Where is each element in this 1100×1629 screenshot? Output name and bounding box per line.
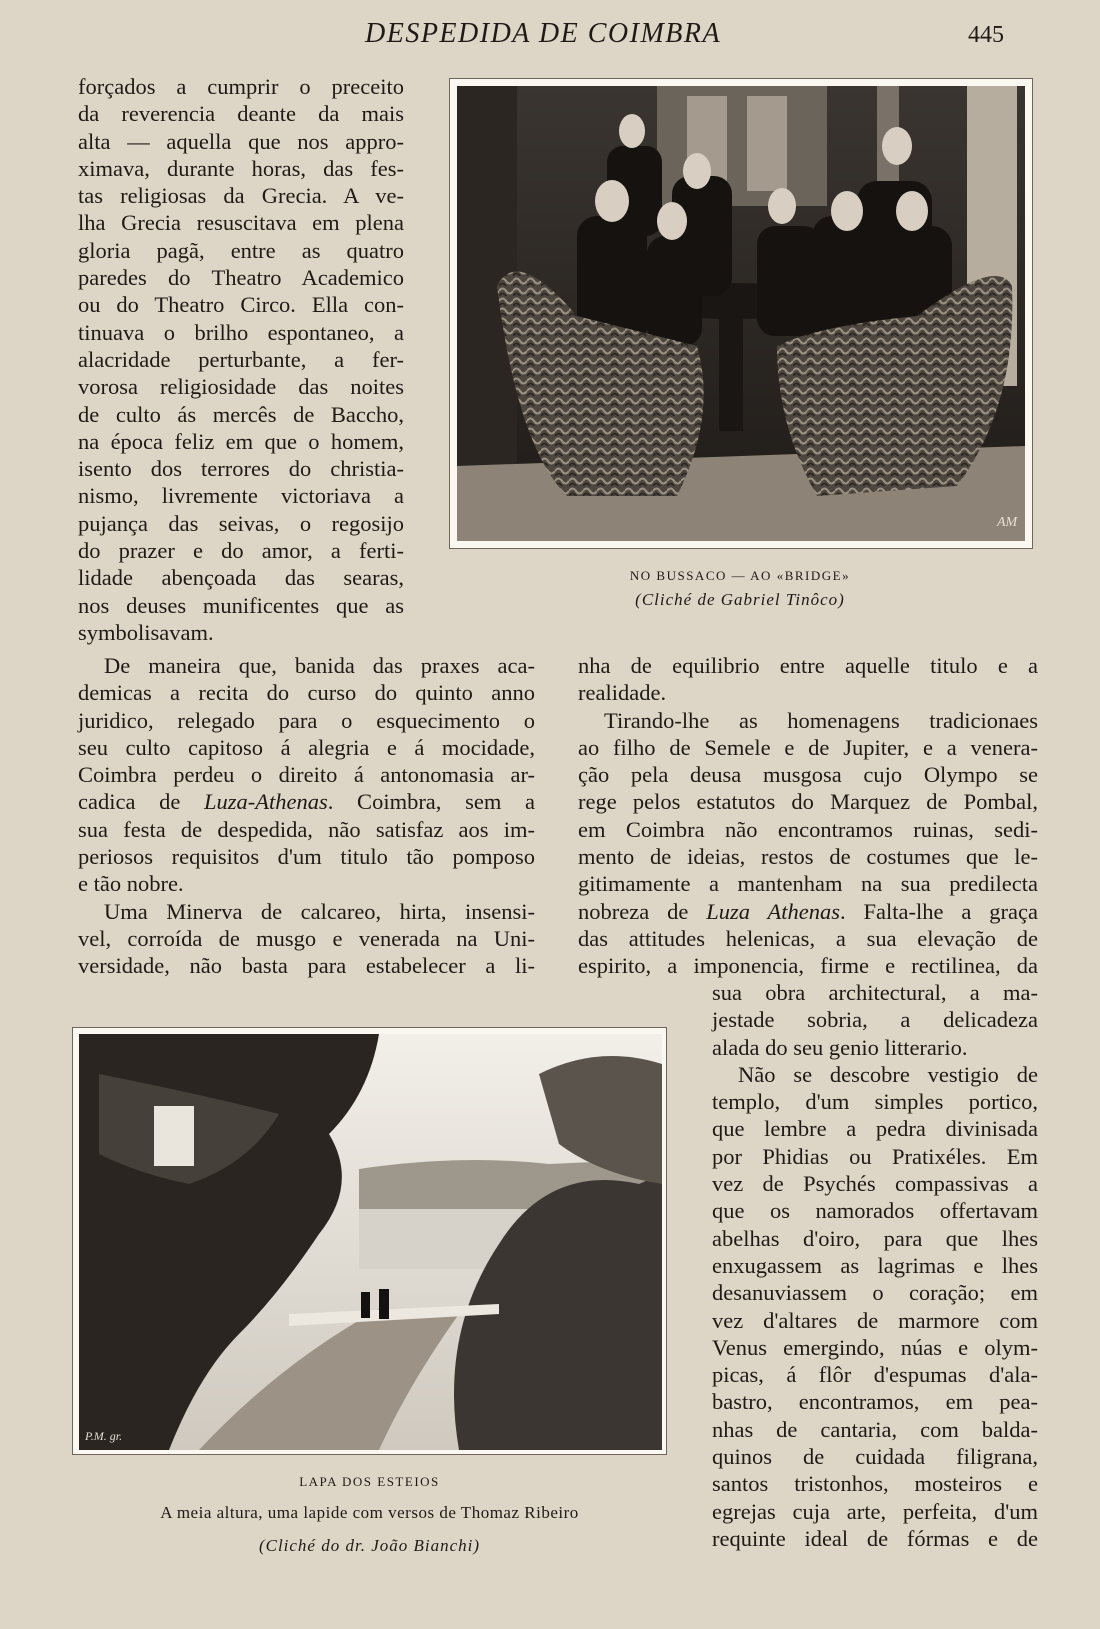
page-header: [0, 14, 1100, 54]
text-line: e tão nobre.: [78, 871, 184, 897]
text-line: alta — aquella que nos appro-: [78, 128, 404, 154]
text-line: ximava, durante horas, das fes-: [78, 155, 404, 181]
text-line: Não se descobre vestigio de: [738, 1061, 1038, 1087]
text-line: rege pelos estatutos do Marquez de Pombal,: [578, 789, 1038, 815]
text-line: seu culto capitoso á alegria e á mocidade,: [78, 734, 535, 760]
text-line: vez d'altares de marmore com: [712, 1307, 1038, 1333]
text-line: ção pela deusa musgosa cujo Olympo se: [578, 762, 1038, 788]
text-line: do prazer e do amor, a ferti-: [78, 538, 404, 564]
text-span: nobreza de: [578, 898, 707, 924]
text-line: vez de Psychés compassivas a: [712, 1171, 1038, 1197]
text-line: realidade.: [578, 680, 667, 706]
text-line: das attitudes helenicas, a sua elevação de: [578, 925, 1038, 951]
text-line: abelhas d'oiro, para que lhes: [712, 1225, 1038, 1251]
text-line: ao filho de Semele e de Jupiter, e a venera-: [578, 734, 1038, 760]
text-line: na época feliz em que o homem,: [78, 428, 404, 454]
text-line: bastro, encontramos, em pea-: [712, 1389, 1038, 1415]
photo-lapa-dos-esteios: [72, 1027, 667, 1455]
left-column-top-text: [78, 73, 404, 646]
text-line: por Phidias ou Pratixéles. Em: [712, 1143, 1038, 1169]
photo-bottom-caption-title: LAPA DOS ESTEIOS: [299, 1474, 440, 1489]
text-line: Venus emergindo, núas e olym-: [712, 1334, 1038, 1360]
text-span: cadica de: [78, 789, 205, 815]
photo-bottom-caption-credit: (Cliché do dr. João Bianchi): [258, 1536, 481, 1555]
text-line: isento dos terrores do christia-: [78, 456, 404, 482]
text-line: forçados a cumprir o preceito: [78, 74, 404, 99]
photo-bridge-players: [449, 78, 1033, 549]
text-line: sua obra architectural, a ma-: [712, 980, 1038, 1005]
text-line: de culto ás mercês de Baccho,: [78, 401, 404, 427]
text-line: em Coimbra não encontramos ruinas, sedi-: [578, 816, 1038, 842]
text-line: lha Grecia resuscitava em plena: [78, 210, 404, 236]
text-line: Coimbra perdeu o direito á antonomasia ar-: [78, 762, 535, 788]
text-line: nhas de cantaria, com balda-: [712, 1416, 1038, 1442]
text-line: lidade abençoada das searas,: [78, 565, 404, 591]
text-line: vorosa religiosidade das noites: [78, 374, 404, 400]
photo-bridge-image: [457, 86, 1025, 541]
photo-lapa-image: [79, 1034, 662, 1450]
italic-term: Luza Athenas: [706, 898, 840, 924]
running-title: DESPEDIDA DE COIMBRA: [365, 18, 722, 49]
text-line: desanuviassem o coração; em: [712, 1280, 1038, 1306]
page-number: 445: [968, 22, 1004, 48]
text-line: alada do seu genio litterario.: [712, 1034, 968, 1060]
text-line: De maneira que, banida das praxes aca-: [104, 653, 535, 678]
text-line: enxugassem as lagrimas e lhes: [712, 1252, 1038, 1278]
text-line: picas, á flôr d'espumas d'ala-: [712, 1362, 1038, 1388]
photo-bottom-caption-subtitle: A meia altura, uma lapide com versos de Thomaz Ribeiro: [160, 1503, 579, 1522]
text-line: gitimamente a mantenham na sua predilecta: [578, 871, 1038, 897]
text-line: mento de ideias, restos de costumes que le-: [578, 844, 1038, 870]
text-line: nos deuses munificentes que as: [78, 592, 404, 618]
text-line: quinos de cuidada filigrana,: [712, 1444, 1038, 1470]
text-line: juridico, relegado para o esquecimento o: [78, 707, 535, 733]
text-line: [578, 898, 1038, 925]
text-line: gloria pagã, entre as quatro: [78, 237, 404, 263]
text-line: santos tristonhos, mosteiros e: [712, 1471, 1038, 1497]
text-line: ou do Theatro Circo. Ella con-: [78, 292, 404, 318]
right-column-text: [578, 652, 1038, 980]
text-line: que os namorados offertavam: [712, 1198, 1038, 1224]
text-line: paredes do Theatro Academico: [78, 265, 404, 291]
text-line: sua festa de despedida, não satisfaz aos im-: [78, 816, 535, 842]
photo-top-caption-credit: (Cliché de Gabriel Tinôco): [635, 590, 845, 609]
text-line: espirito, a imponencia, firme e rectilinea, da: [578, 953, 1038, 979]
right-column-narrow-text: [712, 979, 1038, 1552]
text-line: versidade, não basta para estabelecer a li-: [78, 953, 535, 979]
text-line: periosos requisitos d'um titulo tão pomposo: [78, 844, 535, 870]
left-column-mid-text: [78, 652, 535, 980]
text-span: . Coimbra, sem a: [327, 789, 535, 815]
photo-top-caption-title: NO BUSSACO — AO «BRIDGE»: [629, 568, 851, 583]
text-line: symbolisavam.: [78, 619, 214, 645]
text-line: tinuava o brilho espontaneo, a: [78, 319, 404, 345]
text-line: [78, 788, 535, 815]
text-line: nismo, livremente victoriava a: [78, 483, 404, 509]
italic-term: Luza-Athenas: [204, 789, 328, 815]
text-line: jestade sobria, a delicadeza: [712, 1007, 1038, 1033]
text-line: pujança das seivas, o regosijo: [78, 510, 404, 536]
text-line: Tirando-lhe as homenagens tradicionaes: [604, 707, 1038, 733]
photo-signature: P.M. gr.: [85, 1429, 123, 1443]
text-line: demicas a recita do curso do quinto anno: [78, 680, 535, 706]
photo-signature: AM: [997, 515, 1018, 530]
text-line: da reverencia deante da mais: [78, 101, 404, 127]
text-line: Uma Minerva de calcareo, hirta, insensi-: [104, 898, 535, 924]
text-line: que lembre a pedra divinisada: [712, 1116, 1038, 1142]
text-line: vel, corroída de musgo e venerada na Uni-: [78, 925, 535, 951]
text-line: alacridade perturbante, a fer-: [78, 346, 404, 372]
text-line: requinte ideal de fórmas e de: [712, 1525, 1038, 1551]
text-line: egrejas cuja arte, perfeita, d'um: [712, 1498, 1038, 1524]
text-line: tas religiosas da Grecia. A ve-: [78, 183, 404, 209]
text-span: . Falta-lhe a graça: [840, 898, 1038, 924]
text-line: nha de equilibrio entre aquelle titulo e a: [578, 653, 1038, 678]
text-line: templo, d'um simples portico,: [712, 1089, 1038, 1115]
